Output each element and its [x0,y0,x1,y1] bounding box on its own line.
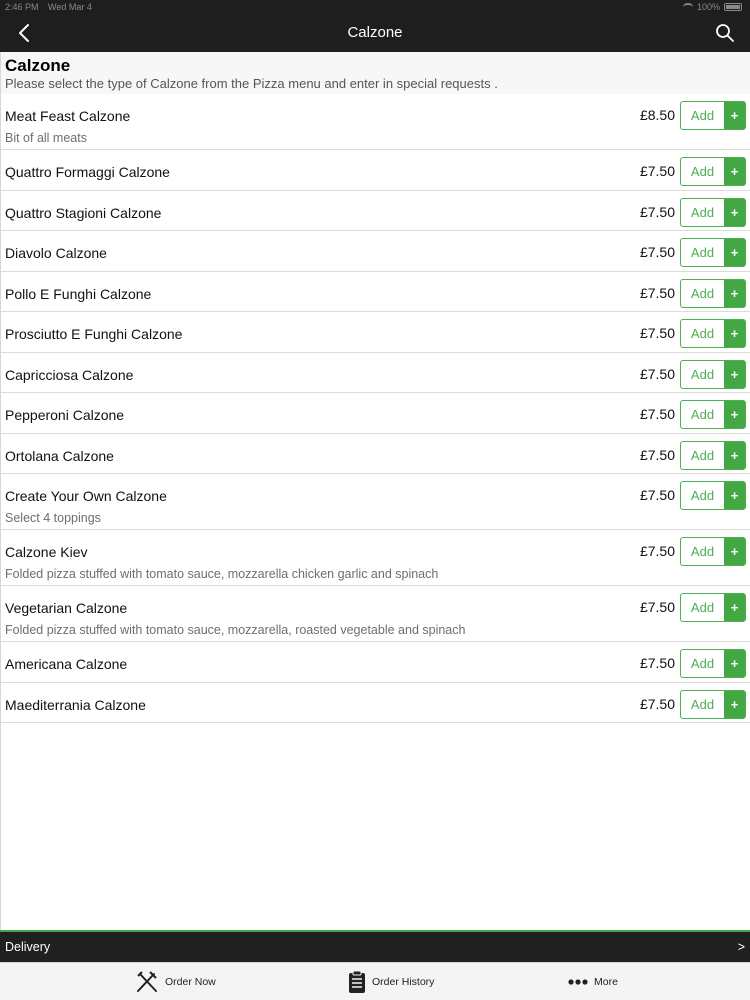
battery-percent: 100% [696,2,720,12]
item-name: Quattro Stagioni Calzone [5,204,162,221]
tab-bar [0,962,750,1000]
add-button-label: Add [690,488,715,503]
plus-icon: + [724,361,745,388]
add-button[interactable] [680,279,746,308]
add-button-label: Add [690,600,715,615]
item-description: Bit of all meats [5,131,87,145]
item-price: £7.50 [639,406,675,422]
menu-item[interactable] [1,150,750,191]
status-time: 2:46 PM [5,2,39,12]
add-button[interactable] [680,593,746,622]
menu-item[interactable] [1,683,750,724]
menu-item[interactable] [1,434,750,475]
item-name: Capricciosa Calzone [5,366,134,383]
menu-content[interactable] [0,52,750,930]
plus-icon: + [724,102,745,129]
menu-item[interactable] [1,474,750,530]
menu-list [1,94,750,723]
add-button-label: Add [690,108,715,123]
add-button[interactable] [680,481,746,510]
item-price: £7.50 [639,446,675,463]
add-button-label: Add [690,447,715,463]
menu-item[interactable] [1,231,750,272]
status-bar [0,0,750,14]
item-name: Vegetarian Calzone [5,600,128,616]
menu-item[interactable] [1,272,750,313]
item-price: £7.50 [639,599,675,615]
clipboard-icon [348,970,366,994]
item-price: £8.50 [639,107,675,123]
add-button-label: Add [690,326,715,341]
section-description: Please select the type of Calzone from the Pizza menu and enter in special requests . [5,76,498,91]
status-date: Wed Mar 4 [48,2,92,12]
chevron-right-icon: > [737,940,745,954]
plus-icon: + [724,199,745,226]
add-button-label: Add [690,285,715,301]
menu-item[interactable] [1,393,750,434]
add-button-label: Add [690,204,715,220]
tab-order-history[interactable] [348,969,434,995]
add-button-label: Add [690,366,715,382]
section-title: Calzone [5,56,71,75]
plus-icon: + [724,158,745,185]
plus-icon: + [724,401,745,428]
item-price: £7.50 [639,244,675,260]
plus-icon: + [724,650,745,677]
item-name: Pepperoni Calzone [5,407,125,423]
plus-icon: + [724,280,745,307]
delivery-label: Delivery [5,940,51,954]
plus-icon: + [724,482,745,509]
item-price: £7.50 [639,655,675,671]
search-button[interactable] [714,22,736,44]
plus-icon: + [724,594,745,621]
item-name: Meat Feast Calzone [5,108,131,124]
item-price: £7.50 [639,487,675,503]
menu-item[interactable] [1,353,750,394]
item-name: Diavolo Calzone [5,245,107,261]
plus-icon: + [724,442,745,469]
add-button-label: Add [690,245,715,260]
add-button[interactable] [680,649,746,678]
menu-item[interactable] [1,586,750,642]
item-name: Prosciutto E Funghi Calzone [5,326,183,342]
add-button[interactable] [680,198,746,227]
menu-item[interactable] [1,312,750,353]
delivery-bar[interactable] [0,930,750,962]
item-description: Select 4 toppings [5,511,101,525]
tab-more[interactable] [568,969,618,995]
plus-icon: + [724,239,745,266]
item-price: £7.50 [639,543,675,559]
add-button[interactable] [680,690,746,719]
section-header [1,52,750,94]
item-price: £7.50 [639,365,675,382]
item-description: Folded pizza stuffed with tomato sauce, mozzarella chicken garlic and spinach [5,567,439,581]
item-name: Maediterrania Calzone [5,696,146,713]
add-button[interactable] [680,101,746,130]
menu-item[interactable] [1,530,750,586]
menu-item[interactable] [1,642,750,683]
item-price: £7.50 [639,325,675,341]
menu-item[interactable] [1,191,750,232]
search-icon [714,22,736,44]
add-button-label: Add [690,656,715,671]
nav-bar [0,14,750,52]
wifi-icon [683,3,693,11]
add-button[interactable] [680,360,746,389]
item-price: £7.50 [639,163,675,179]
add-button-label: Add [690,164,715,179]
add-button[interactable] [680,238,746,267]
add-button-label: Add [690,544,715,559]
fork-knife-icon [135,970,159,994]
tab-more-label: More [594,976,618,988]
item-price: £7.50 [639,203,675,220]
plus-icon: + [724,320,745,347]
tab-order-now-label: Order Now [165,976,216,988]
tab-order-now[interactable] [135,969,216,995]
item-name: Quattro Formaggi Calzone [5,164,170,180]
plus-icon: + [724,691,745,718]
add-button-label: Add [690,696,715,712]
item-name: Americana Calzone [5,656,128,672]
item-price: £7.50 [639,284,675,301]
add-button[interactable] [680,400,746,429]
add-button[interactable] [680,319,746,348]
plus-icon: + [724,538,745,565]
status-right [683,2,742,12]
item-price: £7.50 [639,695,675,712]
more-dots-icon [568,978,588,986]
item-description: Folded pizza stuffed with tomato sauce, mozzarella, roasted vegetable and spinach [5,623,466,637]
battery-icon [724,3,742,11]
menu-item[interactable] [1,94,750,150]
item-name: Ortolana Calzone [5,447,114,464]
add-button-label: Add [690,407,715,422]
item-name: Create Your Own Calzone [5,488,167,504]
tab-order-history-label: Order History [372,976,435,988]
page-title: Calzone [347,24,403,41]
add-button[interactable] [680,157,746,186]
item-name: Pollo E Funghi Calzone [5,285,152,302]
add-button[interactable] [680,537,746,566]
item-name: Calzone Kiev [5,544,88,560]
add-button[interactable] [680,441,746,470]
